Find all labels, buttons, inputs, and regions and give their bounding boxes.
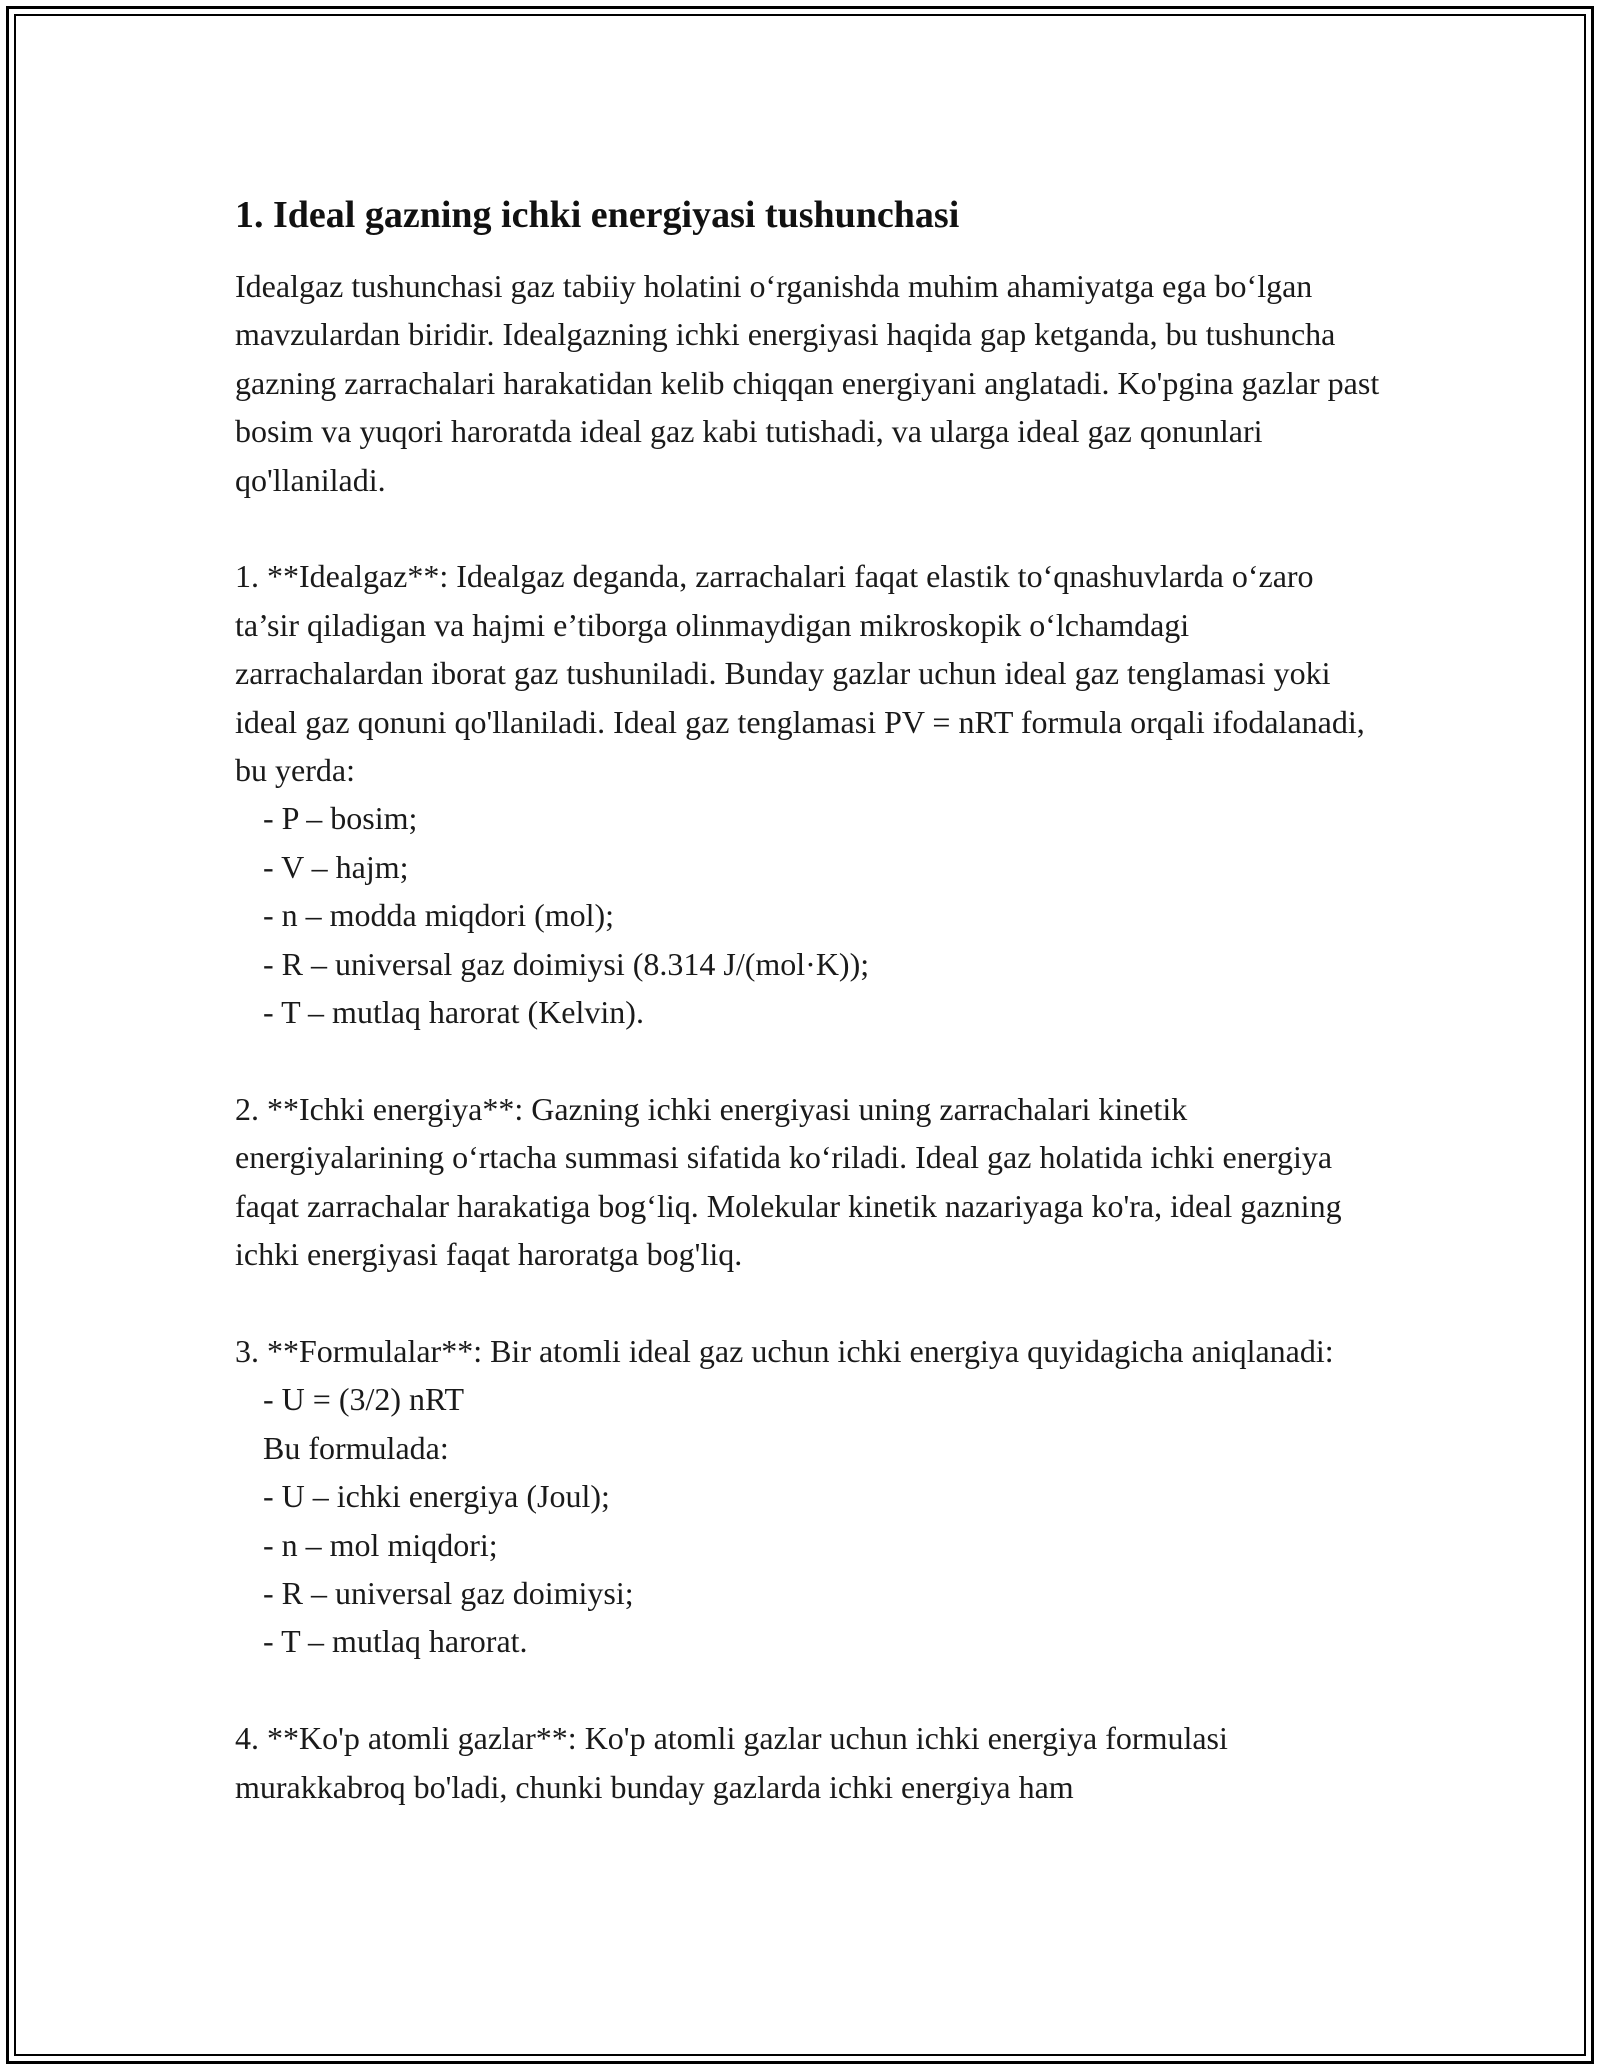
formula-line: - U = (3/2) nRT (263, 1381, 464, 1418)
formula-legend-intro: Bu formulada: (263, 1429, 449, 1466)
kop-atomli-paragraph: 4. **Ko'p atomli gazlar**: Ko'p atomli gazlar uchun ichki energiya formulasi murakkabroq bo'ladi, chunki bunday gazlarda ichki energiya ham (235, 1720, 1228, 1805)
idealgaz-paragraph: 1. **Idealgaz**: Idealgaz deganda, zarrachalari faqat elastik to‘qnashuvlarda o‘zaro ta’sir qiladigan va hajmi e’tiborga olinmaydigan mikroskopik o‘lchamdagi zarrachalardan iborat gaz tushuniladi. Bunday gazlar uchun ideal gaz tenglamasi yoki ideal gaz qonuni qo'llaniladi. Ideal gaz tenglamasi PV = nRT formula orqali ifodalanadi, bu yerda: (235, 558, 1365, 789)
formulalar-paragraph: 3. **Formulalar**: Bir atomli ideal gaz uchun ichki energiya quyidagicha aniqlanadi: (235, 1332, 1334, 1369)
intro-paragraph: Idealgaz tushunchasi gaz tabiiy holatini o‘rganishda muhim ahamiyatga ega bo‘lgan mavzulardan biridir. Idealgazning ichki energiyasi haqida gap ketganda, bu tushuncha gazning zarrachalari harakatidan kelib chiqqan energiyani anglatadi. Ko'pgina gazlar past bosim va yuqori haroratda ideal gaz kabi tutishadi, va ularga ideal gaz qonunlari qo'llaniladi. (235, 268, 1380, 498)
section-heading: 1. Ideal gazning ichki energiyasi tushunchasi (235, 194, 960, 236)
document-body (235, 186, 1385, 1811)
list-item: - n – modda miqdori (mol); (263, 897, 615, 934)
list-item: - n – mol miqdori; (263, 1526, 498, 1563)
spacer (235, 504, 1385, 552)
list-item: - T – mutlaq harorat (Kelvin). (263, 994, 644, 1031)
list-item: - P – bosim; (263, 800, 418, 837)
list-item: - V – hajm; (263, 848, 409, 885)
list-item: - R – universal gaz doimiysi; (263, 1574, 634, 1611)
list-item: - U – ichki energiya (Joul); (263, 1478, 610, 1515)
spacer (235, 1279, 1385, 1327)
ichki-energiya-paragraph: 2. **Ichki energiya**: Gazning ichki energiyasi uning zarrachalari kinetik energiyalarining o‘rtacha summasi sifatida ko‘riladi. Ideal gaz holatida ichki energiya faqat zarrachalar harakatiga bog‘liq. Molekular kinetik nazariyaga ko'ra, ideal gazning ichki energiyasi faqat haroratga bog'liq. (235, 1090, 1342, 1273)
spacer (235, 1036, 1385, 1084)
list-item: - R – universal gaz doimiysi (8.314 J/(mol·K)); (263, 945, 870, 982)
list-item: - T – mutlaq harorat. (263, 1623, 528, 1660)
spacer (235, 1666, 1385, 1714)
